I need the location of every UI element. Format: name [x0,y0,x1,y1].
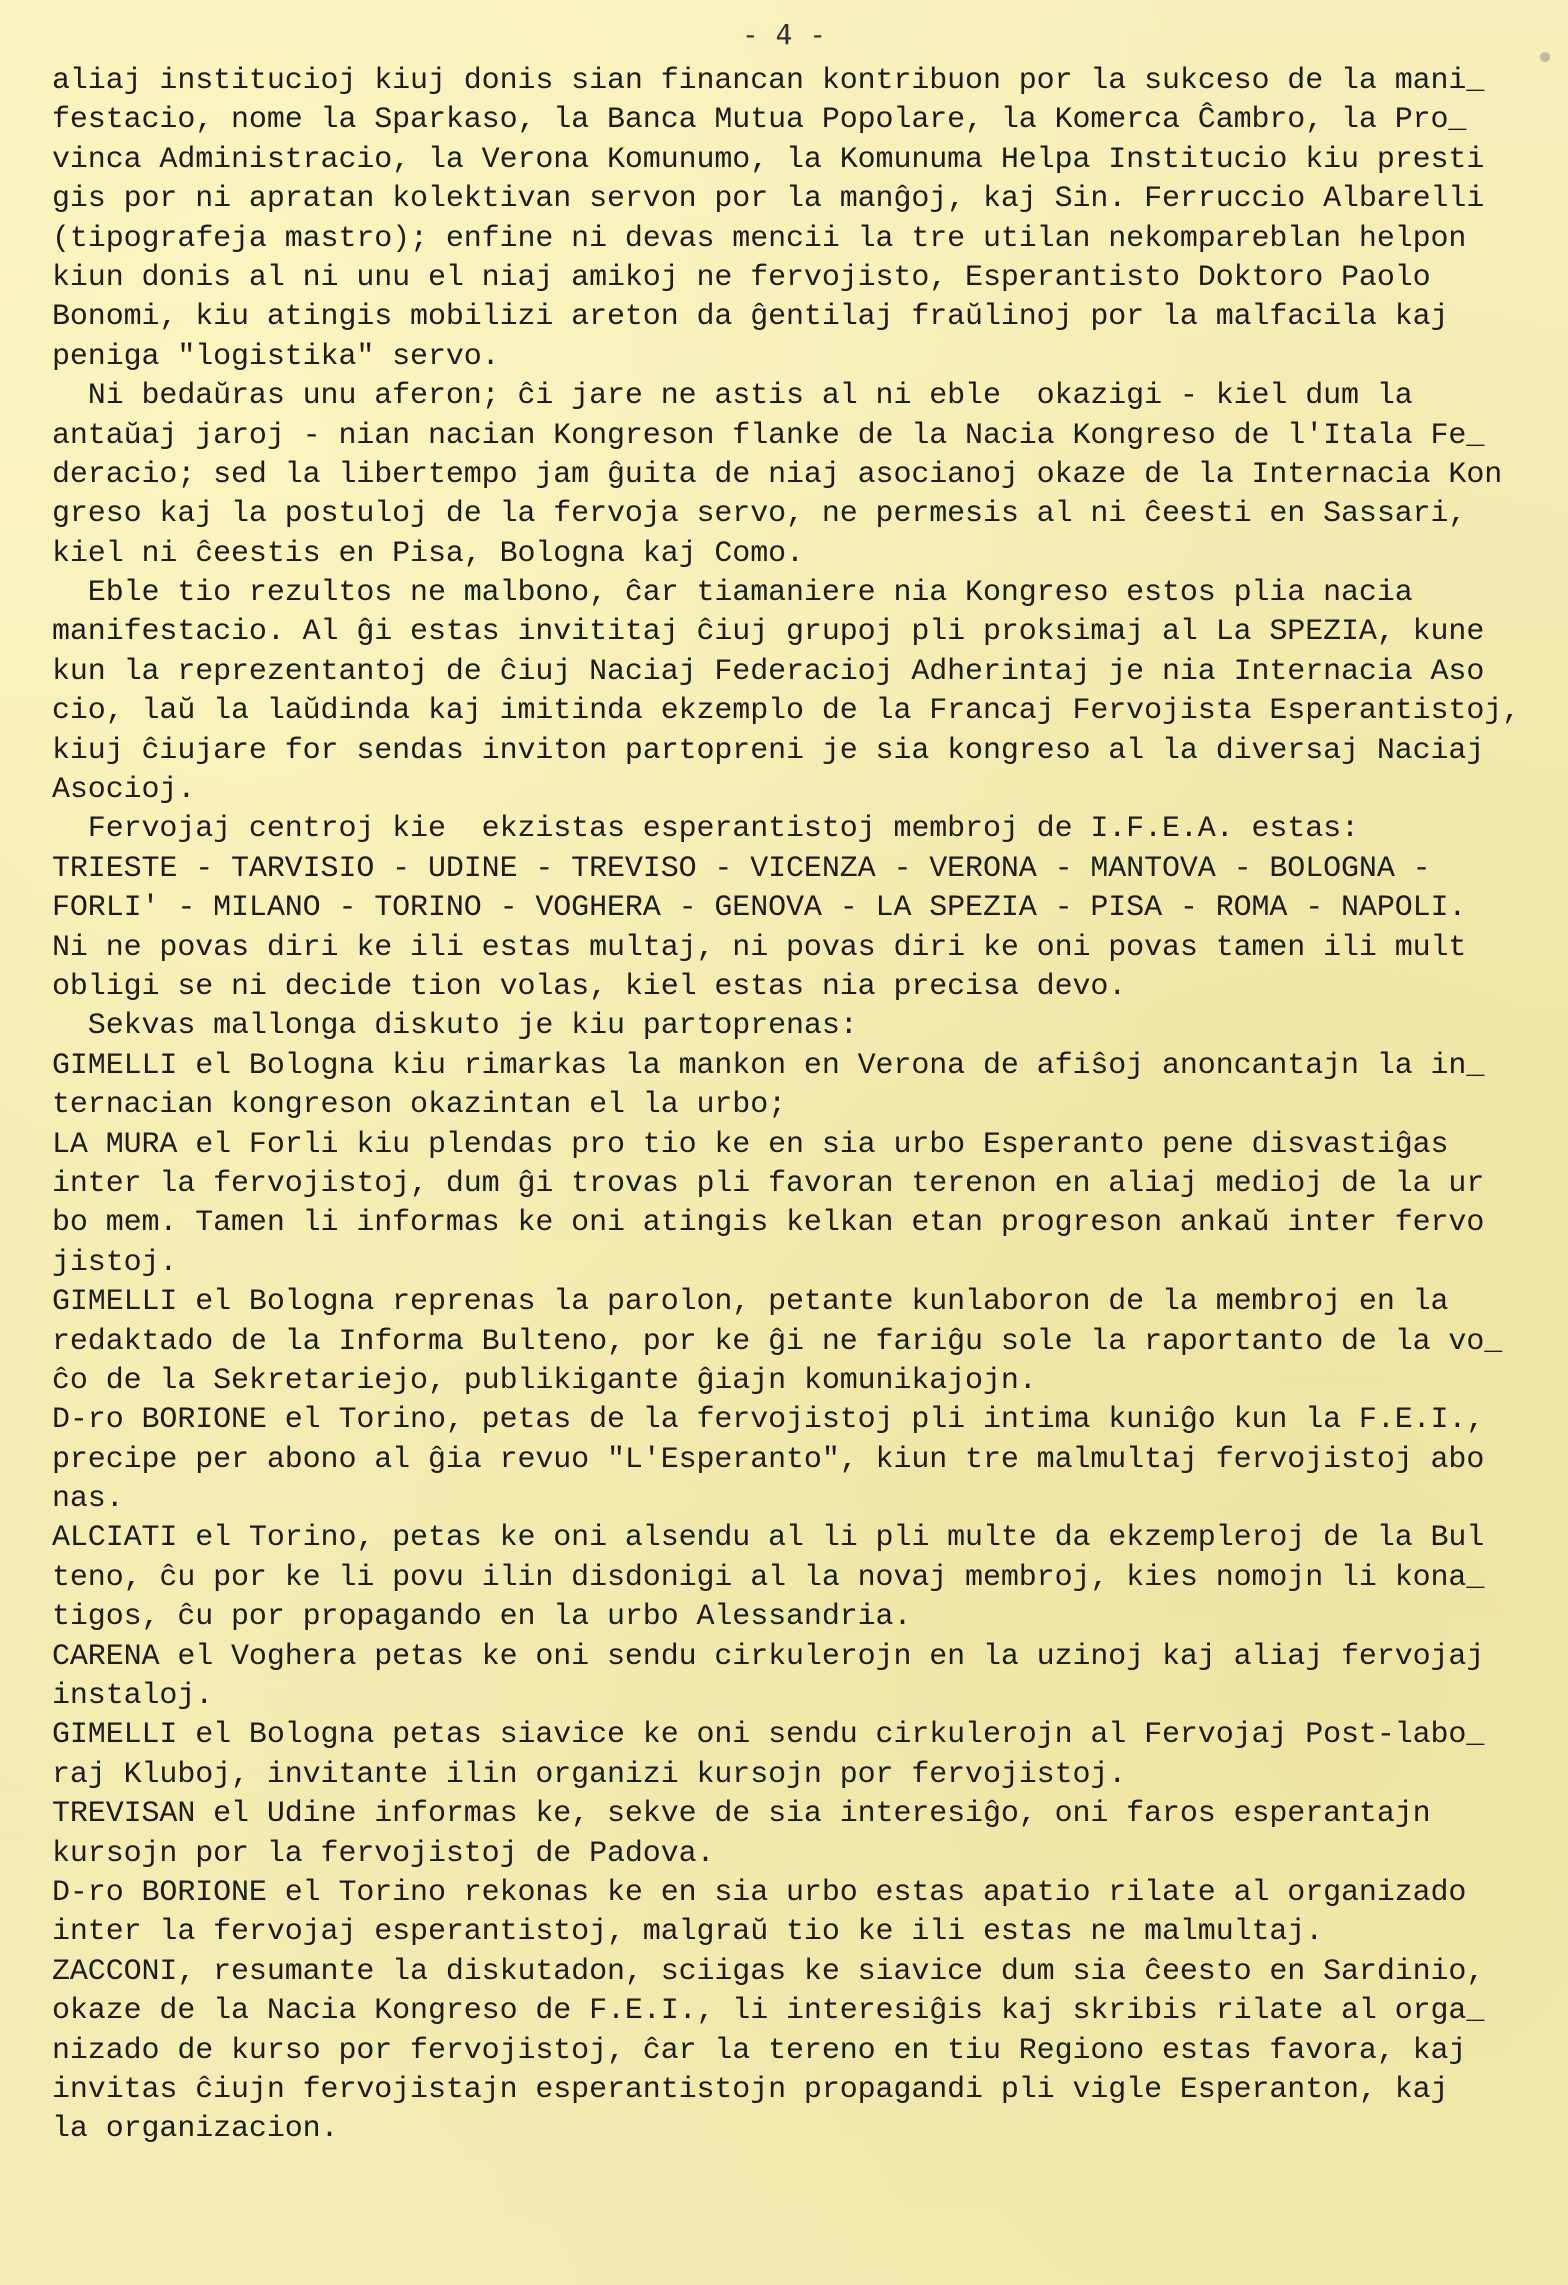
text-line: kursojn por la fervojistoj de Padova. [52,1836,715,1871]
page-number: - 4 - [741,18,827,51]
text-line: kiun donis al ni unu el niaj amikoj ne fervojisto, Esperantisto Doktoro Paolo [52,260,1431,295]
text-line: kiuj ĉiujare for sendas inviton partopreni je sia kongreso al la diversaj Naciaj [52,733,1485,768]
text-line: D-ro BORIONE el Torino rekonas ke en sia urbo estas apatio rilate al organizado [52,1875,1467,1910]
text-line: Ni bedaŭras unu aferon; ĉi jare ne astis al ni eble okazigi - kiel dum la [52,379,1413,414]
text-line: ĉo de la Sekretariejo, publikigante ĝiajn komunikajojn. [52,1363,1037,1398]
text-line: la organizacion. [52,2112,339,2147]
text-line: kiel ni ĉeestis en Pisa, Bologna kaj Como. [52,536,804,571]
text-line: bo mem. Tamen li informas ke oni atingis kelkan etan progreson ankaŭ inter fervo [52,1206,1485,1241]
text-line: deracio; sed la libertempo jam ĝuita de niaj asocianoj okaze de la Internacia Kon [52,457,1503,492]
text-line: ternacian kongreson okazintan el la urbo; [52,1088,787,1123]
text-line: inter la fervojistoj, dum ĝi trovas pli favoran terenon en aliaj medioj de la ur [52,1166,1485,1201]
text-line: CARENA el Voghera petas ke oni sendu cirkulerojn en la uzinoj kaj aliaj fervojaj [52,1639,1485,1674]
text-line: instaloj. [52,1679,214,1714]
text-line: redaktado de la Informa Bulteno, por ke ĝi ne fariĝu sole la raportanto de la vo_ [52,1324,1503,1359]
text-line: precipe per abono al ĝia revuo "L'Esperanto", kiun tre malmultaj fervojistoj abo [52,1442,1485,1477]
text-line: greso kaj la postuloj de la fervoja servo, ne permesis al ni ĉeesti en Sassari, [52,497,1467,532]
text-line: cio, laŭ la laŭdinda kaj imitinda ekzemplo de la Francaj Fervojista Esperantistoj, [52,694,1521,729]
text-line: obligi se ni decide tion volas, kiel estas nia precisa devo. [52,969,1127,1004]
text-line: Asocioj. [52,773,196,808]
text-line: festacio, nome la Sparkaso, la Banca Mutua Popolare, la Komerca Ĉambro, la Pro_ [52,103,1467,138]
text-line: tigos, ĉu por propagando en la urbo Alessandria. [52,1600,912,1635]
edge-dot [1540,52,1550,62]
text-line: ZACCONI, resumante la diskutadon, sciigas ke siavice dum sia ĉeesto en Sardinio, [52,1954,1485,1989]
text-line: Bonomi, kiu atingis mobilizi areton da ĝentilaj fraŭlinoj por la malfacila kaj [52,300,1449,335]
text-line: manifestacio. Al ĝi estas invititaj ĉiuj grupoj pli proksimaj al La SPEZIA, kune [52,615,1485,650]
text-line: vinca Administracio, la Verona Komunumo, la Komunuma Helpa Institucio kiu presti [52,142,1485,177]
text-line: Sekvas mallonga diskuto je kiu partoprenas: [52,1009,858,1044]
text-line: TREVISAN el Udine informas ke, sekve de sia interesiĝo, oni faros esperantajn [52,1797,1431,1832]
text-line: aliaj institucioj kiuj donis sian financan kontribuon por la sukceso de la mani_ [52,64,1485,98]
text-line: peniga "logistika" servo. [52,339,500,374]
text-line: okaze de la Nacia Kongreso de F.E.I., li interesiĝis kaj skribis rilate al orga_ [52,1994,1485,2029]
text-line: antaŭaj jaroj - nian nacian Kongreson flanke de la Nacia Kongreso de l'Itala Fe_ [52,418,1485,453]
text-line: GIMELLI el Bologna petas siavice ke oni sendu cirkulerojn al Fervojaj Post-labo_ [52,1718,1485,1753]
text-line: gis por ni apratan kolektivan servon por la manĝoj, kaj Sin. Ferruccio Albarelli [52,182,1485,217]
text-line: Eble tio rezultos ne malbono, ĉar tiamaniere nia Kongreso estos plia nacia [52,576,1413,611]
text-line: raj Kluboj, invitante ilin organizi kursojn por fervojistoj. [52,1757,1127,1792]
text-line: inter la fervojaj esperantistoj, malgraŭ tio ke ili estas ne malmultaj. [52,1915,1324,1950]
text-line: jistoj. [52,1245,178,1280]
text-line: GIMELLI el Bologna reprenas la parolon, petante kunlaboron de la membroj en la [52,1285,1449,1320]
text-line: TRIESTE - TARVISIO - UDINE - TREVISO - VICENZA - VERONA - MANTOVA - BOLOGNA - [52,851,1431,886]
text-line: GIMELLI el Bologna kiu rimarkas la mankon en Verona de afiŝoj anoncantajn la in_ [52,1048,1485,1083]
text-line: LA MURA el Forli kiu plendas pro tio ke en sia urbo Esperanto pene disvastiĝas [52,1127,1449,1162]
text-line: invitas ĉiujn fervojistajn esperantistojn propagandi pli vigle Esperanton, kaj [52,2072,1449,2107]
text-line: nizado de kurso por fervojistoj, ĉar la tereno en tiu Regiono estas favora, kaj [52,2033,1467,2068]
text-line: ALCIATI el Torino, petas ke oni alsendu al li pli multe da ekzempleroj de la Bul [52,1521,1485,1556]
text-line: teno, ĉu por ke li povu ilin disdonigi al la novaj membroj, kies nomojn li kona_ [52,1560,1485,1595]
typewritten-text [52,62,1522,2150]
text-line: Ni ne povas diri ke ili estas multaj, ni povas diri ke oni povas tamen ili mult [52,930,1467,965]
text-line: nas. [52,1482,124,1517]
text-line: FORLI' - MILANO - TORINO - VOGHERA - GENOVA - LA SPEZIA - PISA - ROMA - NAPOLI. [52,891,1467,926]
text-line: (tipografeja mastro); enfine ni devas mencii la tre utilan nekompareblan helpon [52,221,1467,256]
text-line: Fervojaj centroj kie ekzistas esperantistoj membroj de I.F.E.A. estas: [52,812,1359,847]
text-line: kun la reprezentantoj de ĉiuj Naciaj Federacioj Adherintaj je nia Internacia Aso [52,654,1485,689]
text-line: D-ro BORIONE el Torino, petas de la fervojistoj pli intima kuniĝo kun la F.E.I., [52,1403,1485,1438]
